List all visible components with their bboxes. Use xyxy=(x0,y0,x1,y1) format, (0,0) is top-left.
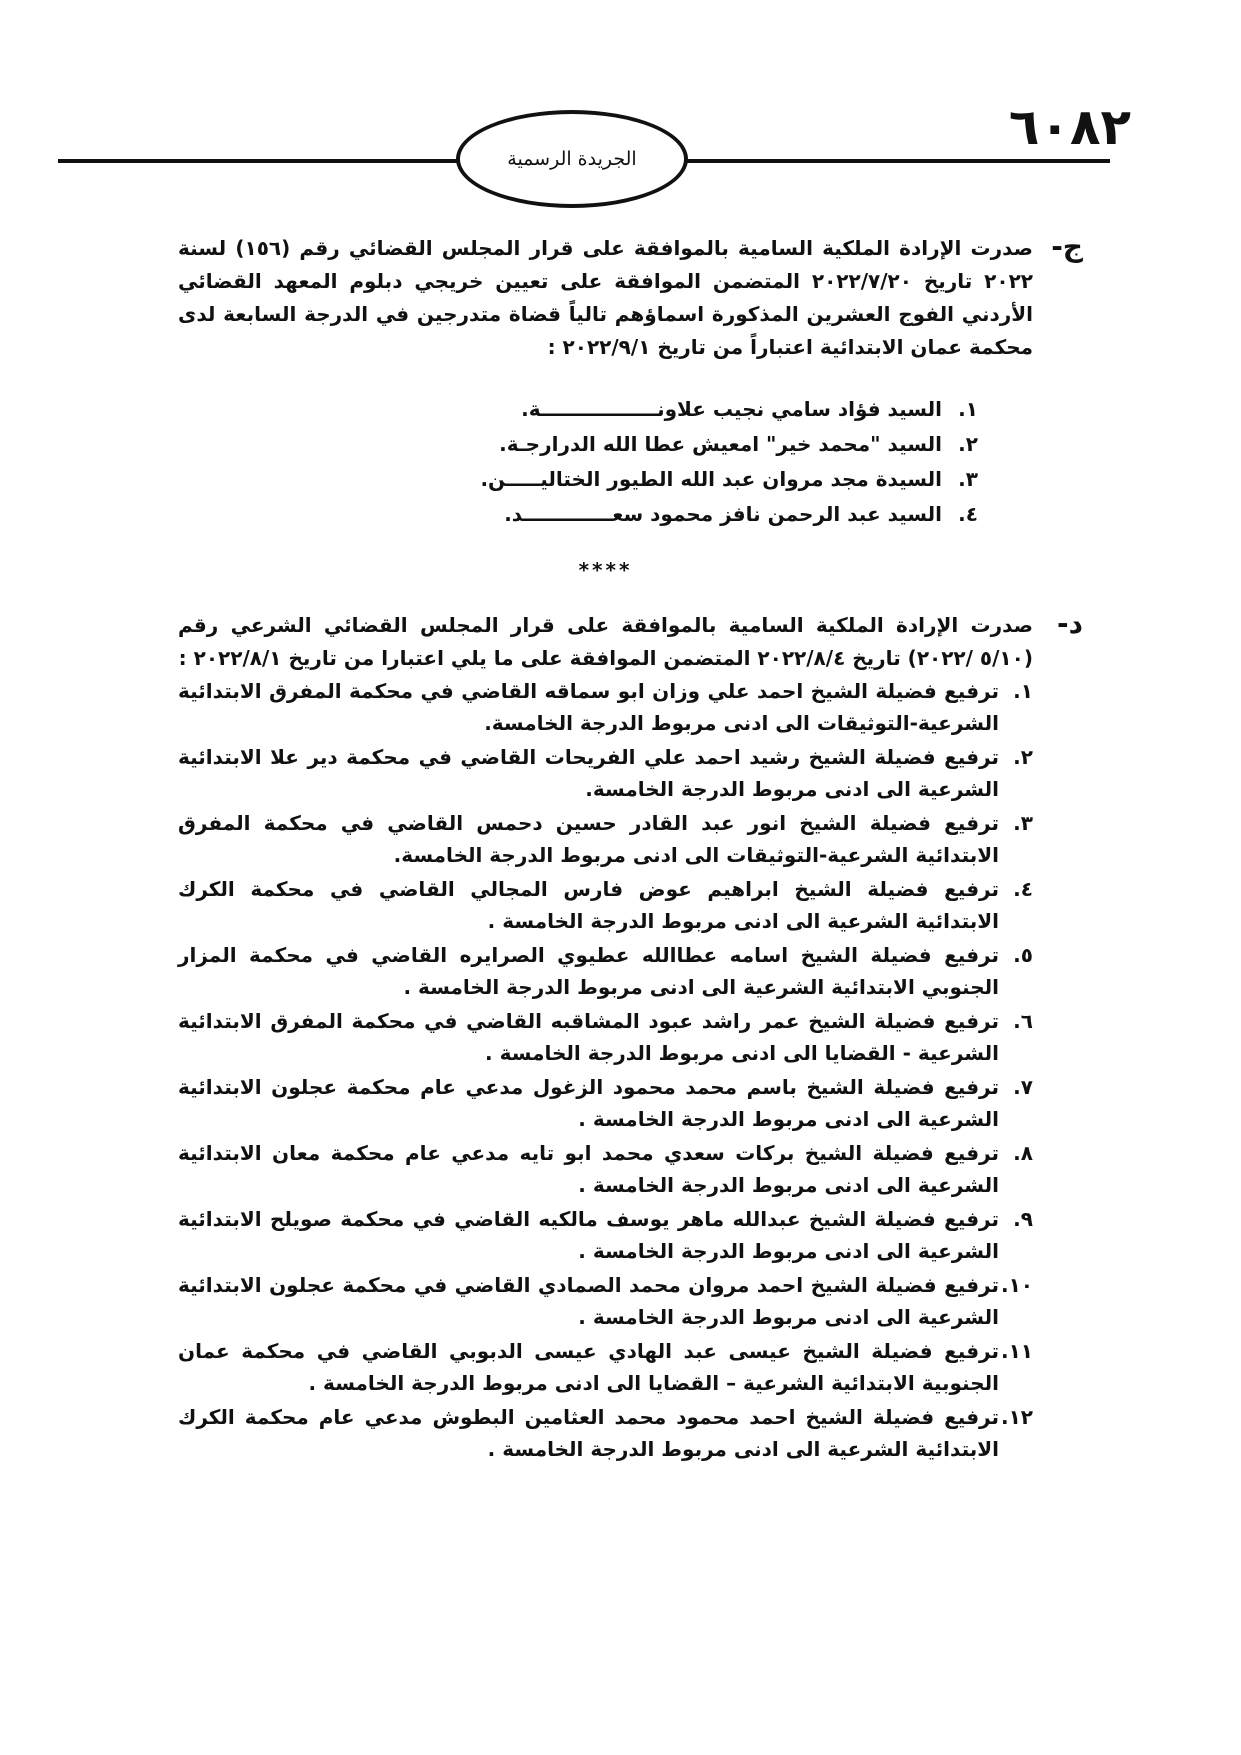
section-d-text: صدرت الإرادة الملكية السامية بالموافقة على قرار المجلس القضائي الشرعي رقم (٥/١٠ /٢٠٢٢) تاريخ ٢٠٢٢/٨/٤ المتضمن الموافقة على ما يلي اعتبارا من تاريخ ٢٠٢٢/٨/١ : xyxy=(178,613,1033,670)
section-d-letter: د- xyxy=(1057,607,1083,640)
item-number: ٤. xyxy=(958,502,978,526)
list-item xyxy=(178,1335,1033,1399)
section-separator: **** xyxy=(578,558,633,582)
list-item xyxy=(178,1269,1033,1333)
item-text: ترفيع فضيلة الشيخ احمد علي وزان ابو سماقه القاضي في محكمة المفرق الابتدائية الشرعية-التوثيقات الى ادنى مربوط الدرجة الخامسة. xyxy=(178,679,999,735)
section-j xyxy=(178,230,1083,532)
publication-oval xyxy=(456,110,688,208)
item-text: ترفيع فضيلة الشيخ بركات سعدي محمد ابو تايه مدعي عام محكمة معان الابتدائية الشرعية الى ادنى مربوط الدرجة الخامسة . xyxy=(178,1141,999,1197)
appointee-name: السيد عبد الرحمن نافز محمود سعـــــــــــــد. xyxy=(504,502,942,526)
list-item xyxy=(178,1005,1033,1069)
item-number: ١. xyxy=(958,397,978,421)
list-item xyxy=(178,1071,1033,1135)
promotions-list xyxy=(178,675,1033,1465)
list-item xyxy=(178,1203,1033,1267)
item-text: ترفيع فضيلة الشيخ رشيد احمد علي الفريحات القاضي في محكمة دير علا الابتدائية الشرعية الى ادنى مربوط الدرجة الخامسة. xyxy=(178,745,999,801)
item-number: ٨. xyxy=(1013,1141,1033,1165)
section-d xyxy=(178,607,1083,1465)
item-number: ٢. xyxy=(958,432,978,456)
item-number: ٤. xyxy=(1013,877,1033,901)
list-item xyxy=(178,427,978,462)
item-number: ١٠. xyxy=(1000,1273,1033,1297)
list-item xyxy=(178,392,978,427)
list-item xyxy=(178,462,978,497)
item-text: ترفيع فضيلة الشيخ عبدالله ماهر يوسف مالكيه القاضي في محكمة صويلح الابتدائية الشرعية الى ادنى مربوط الدرجة الخامسة . xyxy=(178,1207,999,1263)
list-item xyxy=(178,497,978,532)
appointee-name: السيدة مجد مروان عبد الله الطيور الختاليـــــن. xyxy=(480,467,942,491)
item-number: ٧. xyxy=(1013,1075,1033,1099)
item-number: ٦. xyxy=(1013,1009,1033,1033)
item-text: ترفيع فضيلة الشيخ ابراهيم عوض فارس المجالي القاضي في محكمة الكرك الابتدائية الشرعية الى ادنى مربوط الدرجة الخامسة . xyxy=(178,877,999,933)
item-number: ١٢. xyxy=(1000,1405,1033,1429)
list-item xyxy=(178,1137,1033,1201)
page-number: ٦٠٨٢ xyxy=(1008,98,1131,156)
item-text: ترفيع فضيلة الشيخ عيسى عبد الهادي عيسى الدبوبي القاضي في محكمة عمان الجنوبية الابتدائية الشرعية – القضايا الى ادنى مربوط الدرجة الخامسة . xyxy=(178,1339,999,1395)
list-item xyxy=(178,1401,1033,1465)
item-text: ترفيع فضيلة الشيخ عمر راشد عبود المشاقبه القاضي في محكمة المفرق الابتدائية الشرعية - القضايا الى ادنى مربوط الدرجة الخامسة . xyxy=(178,1009,999,1065)
item-text: ترفيع فضيلة الشيخ باسم محمد محمود الزغول مدعي عام محكمة عجلون الابتدائية الشرعية الى ادنى مربوط الدرجة الخامسة . xyxy=(178,1075,999,1131)
list-item xyxy=(178,873,1033,937)
appointee-name: السيد فؤاد سامي نجيب علاونـــــــــــــــــة. xyxy=(521,397,942,421)
list-item xyxy=(178,807,1033,871)
item-number: ٩. xyxy=(1013,1207,1033,1231)
page-content xyxy=(178,230,1083,1467)
list-item xyxy=(178,741,1033,805)
item-number: ٣. xyxy=(958,467,978,491)
list-item xyxy=(178,939,1033,1003)
item-text: ترفيع فضيلة الشيخ اسامه عطاالله عطيوي الصرايره القاضي في محكمة المزار الجنوبي الابتدائية الشرعية الى ادنى مربوط الدرجة الخامسة . xyxy=(178,943,999,999)
section-j-text: صدرت الإرادة الملكية السامية بالموافقة على قرار المجلس القضائي رقم (١٥٦) لسنة ٢٠٢٢ تاريخ ٢٠٢٢/٧/٢٠ المتضمن الموافقة على تعيين خريجي دبلوم المعهد القضائي الأردني الفوج العشرين المذكورة اسماؤهم تالياً قضاة متدرجين في الدرجة السابعة لدى محكمة عمان الابتدائية اعتباراً من تاريخ ٢٠٢٢/٩/١ : xyxy=(178,236,1034,359)
item-number: ١١. xyxy=(1000,1339,1033,1363)
publication-title: الجريدة الرسمية xyxy=(507,148,637,170)
item-text: ترفيع فضيلة الشيخ احمد محمود محمد العثامين البطوش مدعي عام محكمة الكرك الابتدائية الشرعية الى ادنى مربوط الدرجة الخامسة . xyxy=(178,1405,999,1461)
item-number: ٣. xyxy=(1013,811,1033,835)
item-number: ١. xyxy=(1013,679,1033,703)
item-number: ٢. xyxy=(1013,745,1033,769)
list-item xyxy=(178,675,1033,739)
appointees-list xyxy=(178,392,1033,532)
section-j-letter: ج- xyxy=(1051,230,1083,263)
appointee-name: السيد "محمد خير" امعيش عطا الله الدرارجـة. xyxy=(499,432,942,456)
item-number: ٥. xyxy=(1013,943,1033,967)
item-text: ترفيع فضيلة الشيخ انور عبد القادر حسين دحمس القاضي في محكمة المفرق الابتدائية الشرعية-التوثيقات الى ادنى مربوط الدرجة الخامسة. xyxy=(178,811,999,867)
item-text: ترفيع فضيلة الشيخ احمد مروان محمد الصمادي القاضي في محكمة عجلون الابتدائية الشرعية الى ادنى مربوط الدرجة الخامسة . xyxy=(178,1273,999,1329)
